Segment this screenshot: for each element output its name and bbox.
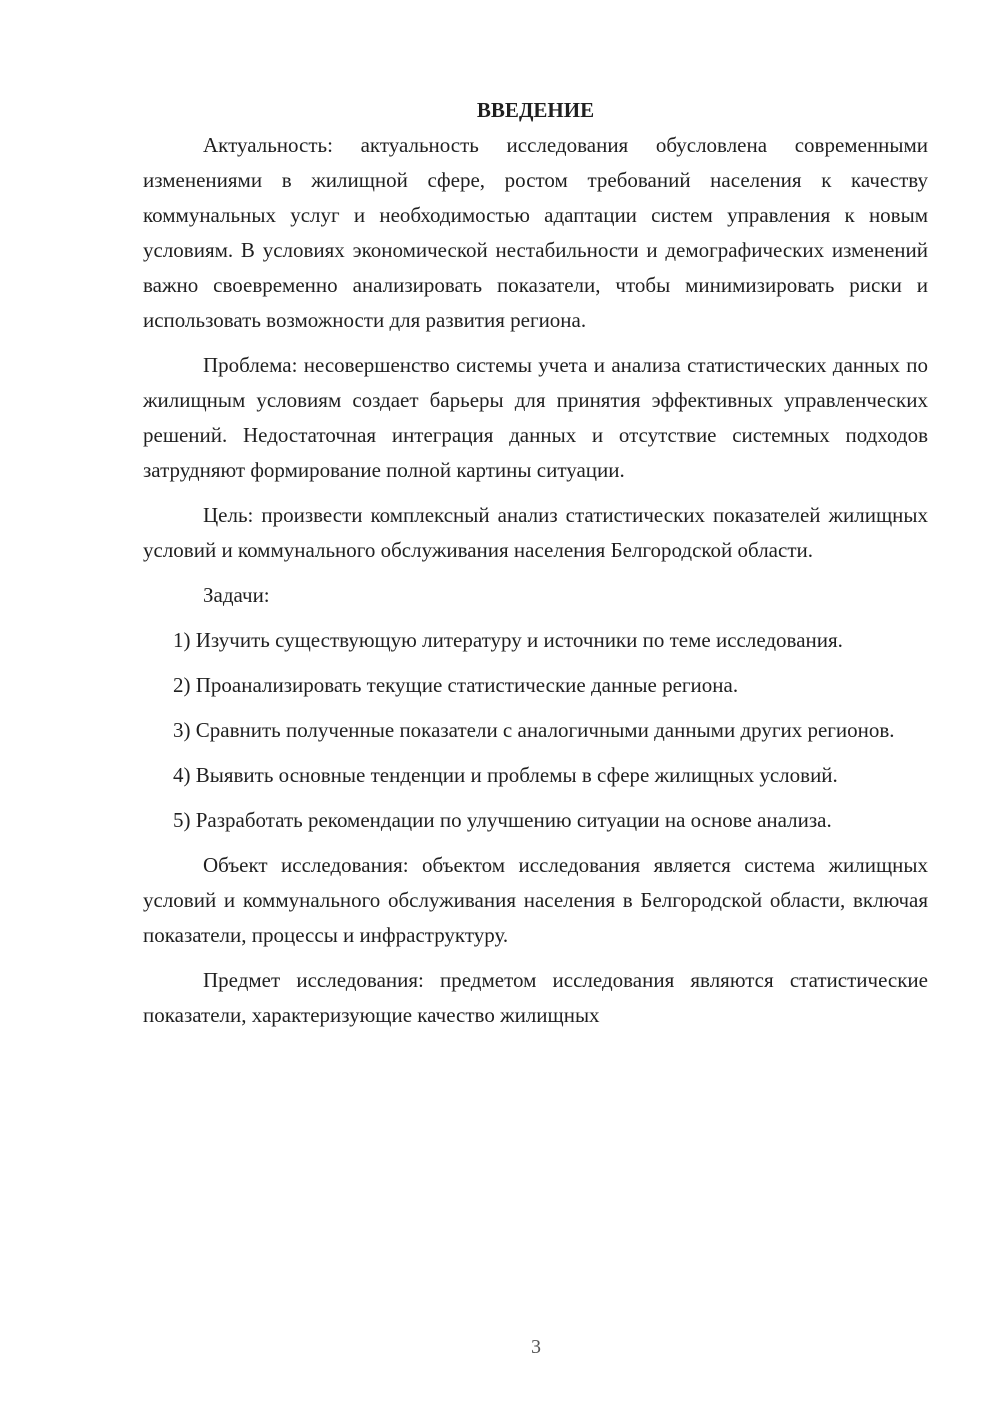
tasks-heading: Задачи: — [203, 583, 270, 607]
task-item-4: 4) Выявить основные тенденции и проблемы в сфере жилищных условий. — [173, 763, 838, 787]
task-item-1: 1) Изучить существующую литературу и источники по теме исследования. — [173, 628, 843, 652]
paragraph-problem: Проблема: несовершенство системы учета и анализа статистических данных по жилищным условиям создает барьеры для принятия эффективных управленческих решений. Недостаточная интеграция данных и отсутствие системных подходов затрудняют формирование полной картины ситуации. — [143, 353, 928, 482]
paragraph-goal: Цель: произвести комплексный анализ статистических показателей жилищных условий и коммунального обслуживания населения Белгородской области. — [143, 503, 928, 562]
page-content — [143, 93, 928, 1043]
paragraph-subject: Предмет исследования: предметом исследования являются статистические показатели, характеризующие качество жилищных — [143, 968, 928, 1027]
paragraph-relevance: Актуальность: актуальность исследования обусловлена современными изменениями в жилищной сфере, ростом требований населения к качеству коммунальных услуг и необходимостью адаптации систем управления к новым условиям. В условиях экономической нестабильности и демографических изменений важно своевременно анализировать показатели, чтобы минимизировать риски и использовать возможности для развития региона. — [143, 133, 928, 332]
page-number: 3 — [531, 1336, 541, 1358]
paragraph-object: Объект исследования: объектом исследования является система жилищных условий и коммунального обслуживания населения в Белгородской области, включая показатели, процессы и инфраструктуру. — [143, 853, 928, 947]
task-item-3: 3) Сравнить полученные показатели с аналогичными данными других регионов. — [173, 718, 895, 742]
task-item-5: 5) Разработать рекомендации по улучшению ситуации на основе анализа. — [173, 808, 832, 832]
page-title: ВВЕДЕНИЕ — [476, 98, 595, 122]
task-item-2: 2) Проанализировать текущие статистические данные региона. — [173, 673, 739, 697]
